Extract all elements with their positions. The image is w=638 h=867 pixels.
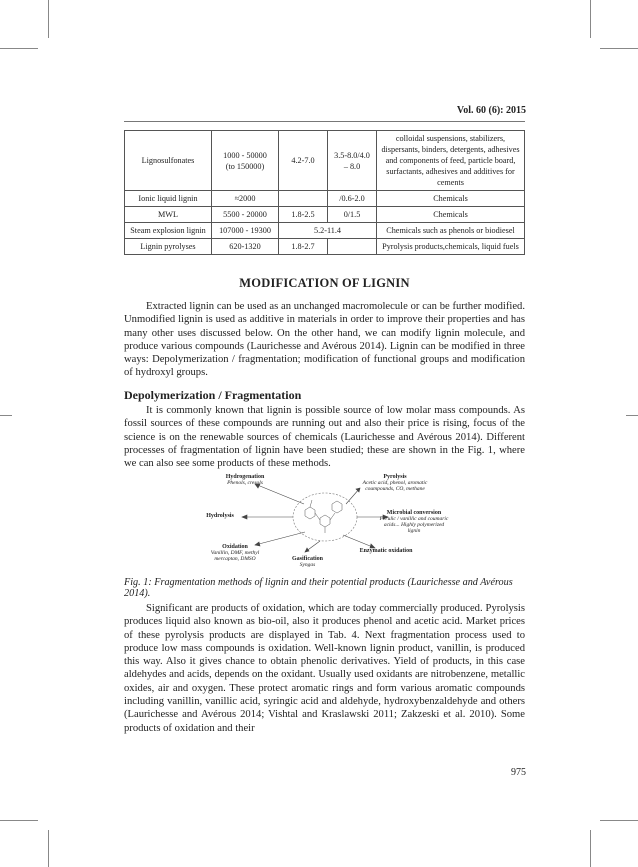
lignin-structure-icon xyxy=(305,500,342,533)
crop-mark xyxy=(600,820,638,821)
enzymatic-oxidation-node xyxy=(350,548,422,554)
pyrolysis-label: Pyrolysis xyxy=(383,474,407,480)
pyrolysis-node xyxy=(350,474,440,492)
table-cell: 620-1320 xyxy=(212,239,279,255)
microbial-conversion-products: Ferulic / vanillic and coumaric acids... Highly polymerized lignin xyxy=(379,516,449,534)
table-row xyxy=(125,223,525,239)
table-cell: 0/1.5 xyxy=(328,207,377,223)
paragraph-modification: Extracted lignin can be used as an unchanged macromolecule or can be further modified. Unmodified lignin is used as additive in materials in order to improve their properties and has many other uses discussed below. On the other hand, we can modify lignin molecule, and produce various compounds (Laurichesse and Avérous 2014). Lignin can be modified in three ways: Depolymerization / fragmentation; modification of functional groups and modification of hydroxyl groups. xyxy=(124,301,525,379)
pyrolysis-products: Acetic acid, phenol, aromatic coumpounds, CO, methane xyxy=(362,480,428,492)
table-cell: Steam explosion lignin xyxy=(125,223,212,239)
crop-mark xyxy=(0,48,38,49)
table-cell: 1.8-2.5 xyxy=(279,207,328,223)
hydrogenation-node xyxy=(210,474,280,486)
crop-mark xyxy=(48,830,49,867)
enzymatic-oxidation-label: Enzymatic oxidation xyxy=(359,548,413,554)
crop-mark xyxy=(48,0,49,38)
table-cell: 3.5-8.0/4.0 – 8.0 xyxy=(328,131,377,191)
hydrolysis-label: Hydrolysis xyxy=(206,513,234,519)
table-cell: 5500 - 20000 xyxy=(212,207,279,223)
paragraph-oxidation: Significant are products of oxidation, which are today commercially produced. Pyrolysis produces liquid also known as bio-oil, also it produces phenol and acetic acid. Market prices of these pyrolysis products are displayed in Tab. 4. Next fragmentation process used to produce low mass compounds is oxidation. Well-known lignin product, vanillin, is produced this way. Also it gives chance to obtain phenolic derivatives. Yield of products, in this case aldehydes and acids, depends on the oxidant. Usually used oxidants are nitrobenzene, metallic oxides, air and oxygen. These protect aromatic rings and form various aromatic compounds including vanillin, vanillic acid, syringic acid and aldehyde, hydroxybenzaldehyde and others (Laurichesse and Avérous 2014; Vishtal and Kraslawski 2011; Zakzeski et al. 2010). Some products of oxidation and their xyxy=(124,603,525,734)
paragraph-depolymerization: It is commonly known that lignin is possible source of low molar mass compounds. As fossil sources of these compounds are running out and also their price is rising, focus of the science is on the renewable sources of chemicals (Laurichesse and Avérous 2014). Different processes of fragmentation of lignin have been studied; these are shown in the Fig. 1, where we can also see some products of these methods. xyxy=(124,405,525,470)
fragmentation-diagram xyxy=(200,470,450,570)
table-row xyxy=(125,131,525,191)
oxidation-label: Oxidation xyxy=(222,544,248,550)
table-cell: Chemicals such as phenols or biodiesel xyxy=(377,223,525,239)
crop-mark xyxy=(590,0,591,38)
table-cell: colloidal suspensions, stabilizers, dispersants, binders, detergents, adhesives and components of feed, particle board, surfactants, adhesives and additives for cements xyxy=(377,131,525,191)
table-cell: Lignosulfonates xyxy=(125,131,212,191)
hydrogenation-label: Hydrogenation xyxy=(225,474,265,480)
table-cell: Chemicals xyxy=(377,207,525,223)
hydrogenation-products: Phenols, cresols xyxy=(227,480,263,486)
table-row xyxy=(125,239,525,255)
page-number: 975 xyxy=(511,767,526,778)
oxidation-node xyxy=(200,544,270,562)
crop-mark xyxy=(600,48,638,49)
table-cell: MWL xyxy=(125,207,212,223)
table-cell: Pyrolysis products,chemicals, liquid fuels xyxy=(377,239,525,255)
table-row xyxy=(125,191,525,207)
lignin-properties-table xyxy=(124,130,525,255)
figure-caption: Fig. 1: Fragmentation methods of lignin and their potential products (Laurichesse and Avérous 2014). xyxy=(124,577,513,599)
lignin-ellipse xyxy=(293,493,357,541)
table-cell: ≈2000 xyxy=(212,191,279,207)
table-cell: 1000 - 50000 (to 150000) xyxy=(212,131,279,191)
subsection-title: Depolymerization / Fragmentation xyxy=(124,388,302,402)
table-cell: 107000 - 19300 xyxy=(212,223,279,239)
table-cell: 4.2-7.0 xyxy=(279,131,328,191)
table-cell: Chemicals xyxy=(377,191,525,207)
gasification-products: Syngas xyxy=(299,562,316,568)
crop-mark xyxy=(0,820,38,821)
table-cell: 5.2-11.4 xyxy=(279,223,377,239)
gasification-node xyxy=(285,556,330,568)
table-cell: 1.8-2.7 xyxy=(279,239,328,255)
oxidation-products: Vanillin, DMF, methyl mercaptan, DMSO xyxy=(210,550,260,562)
volume-header: Vol. 60 (6): 2015 xyxy=(456,105,526,116)
diagram-arrows xyxy=(242,484,388,552)
microbial-conversion-label: Microbial conversion xyxy=(386,510,442,516)
table-cell: /0.6-2.0 xyxy=(328,191,377,207)
crop-mark xyxy=(626,415,638,416)
table-cell: Lignin pyrolyses xyxy=(125,239,212,255)
table-cell: Ionic liquid lignin xyxy=(125,191,212,207)
crop-mark xyxy=(0,415,12,416)
gasification-label: Gasification xyxy=(292,556,323,562)
table-cell xyxy=(279,191,328,207)
microbial-conversion-node xyxy=(378,510,450,534)
hydrolysis-node xyxy=(200,513,240,519)
table-row xyxy=(125,207,525,223)
table-cell xyxy=(328,239,377,255)
header-rule xyxy=(124,121,525,122)
crop-mark xyxy=(590,830,591,867)
section-title: MODIFICATION OF LIGNIN xyxy=(239,276,410,290)
